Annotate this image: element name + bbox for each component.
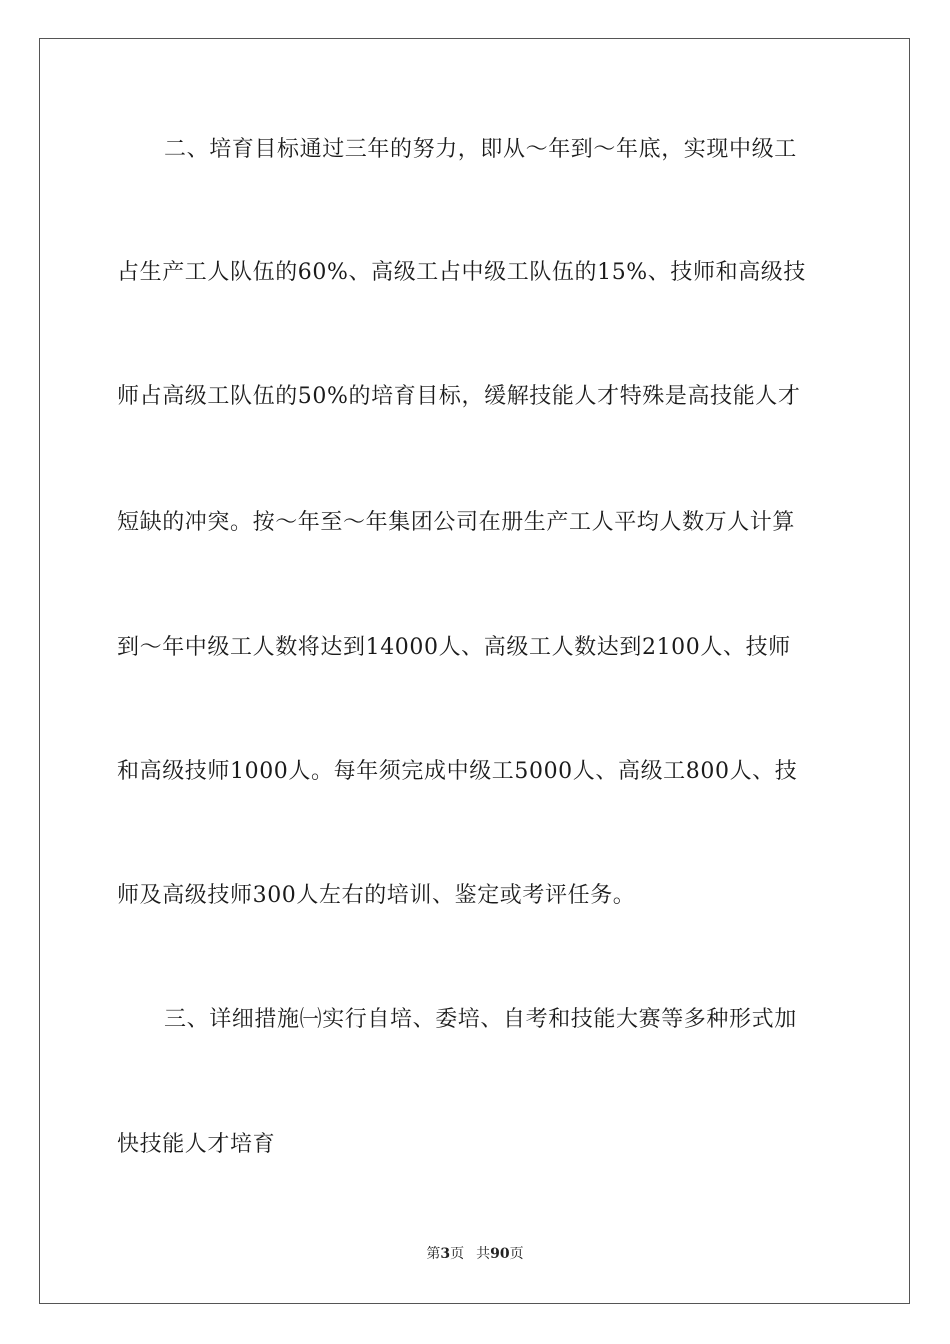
page-footer bbox=[0, 1244, 950, 1264]
paragraph-line: 三、详细措施㈠实行自培、委培、自考和技能大赛等多种形式加 bbox=[164, 1007, 797, 1032]
page-border bbox=[39, 38, 910, 1304]
paragraph-line: 快技能人才培育 bbox=[117, 1132, 276, 1157]
paragraph-line: 和高级技师1000人。每年须完成中级工5000人、高级工800人、技 bbox=[117, 759, 798, 784]
paragraph-line: 师及高级技师300人左右的培训、鉴定或考评任务。 bbox=[117, 883, 636, 908]
paragraph-line: 师占高级工队伍的50%的培育目标，缓解技能人才特殊是高技能人才 bbox=[117, 384, 801, 409]
paragraph-line: 到～年中级工人数将达到14000人、高级工人数达到2100人、技师 bbox=[117, 635, 791, 660]
paragraph-line: 短缺的冲突。按～年至～年集团公司在册生产工人平均人数万人计算 bbox=[117, 510, 796, 535]
footer-page-prefix: 第 bbox=[426, 1246, 441, 1262]
paragraph-line: 二、培育目标通过三年的努力，即从～年到～年底，实现中级工 bbox=[164, 137, 797, 162]
footer-page-number: 3 bbox=[440, 1246, 451, 1262]
footer-page-suffix: 页 bbox=[450, 1246, 465, 1262]
footer-total-prefix: 共 bbox=[476, 1246, 491, 1262]
paragraph-line: 占生产工人队伍的60%、高级工占中级工队伍的15%、技师和高级技 bbox=[117, 260, 806, 285]
footer-total-pages: 90 bbox=[490, 1246, 510, 1262]
footer-total-suffix: 页 bbox=[509, 1246, 524, 1262]
